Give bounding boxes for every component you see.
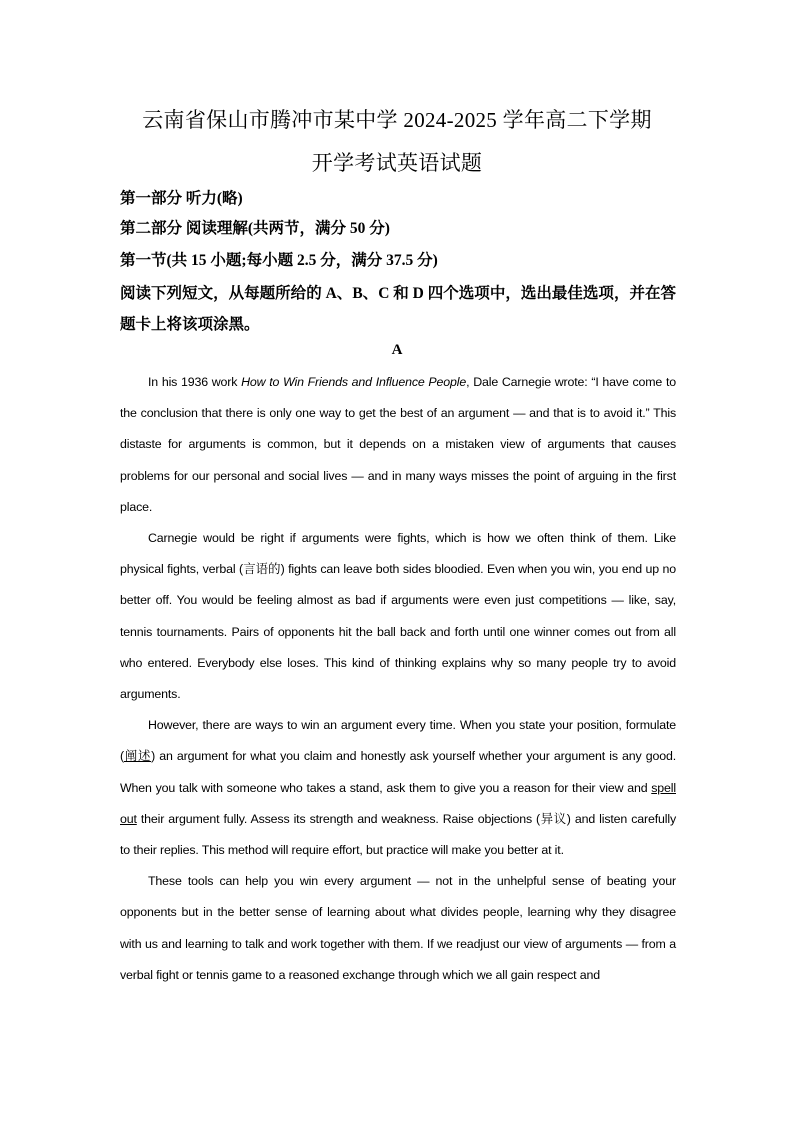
underlined-phrase: spell out: [120, 780, 676, 826]
paragraph-3: [120, 710, 676, 866]
passage-body: [120, 367, 676, 991]
paragraph-3-text-b: ) an argument for what you claim and honestly ask yourself whether your argument is any good. When you talk with someone who takes a stand, ask them to give you a reason for their view and: [120, 749, 676, 795]
underlined-gloss: 阐述: [123, 749, 152, 764]
paragraph-1: [120, 367, 676, 523]
page-title: 云南省保山市腾冲市某中学 2024-2025 学年高二下学期: [142, 108, 652, 132]
instructions: 阅读下列短文，从每题所给的 A、B、C 和 D 四个选项中，选出最佳选项，并在答题卡上将该项涂黑。: [120, 285, 676, 333]
passage-label: A: [391, 342, 403, 358]
paragraph-2: Carnegie would be right if arguments were fights, which is how we often think of them. Like physical fights, verbal (言语的) fights can leave both sides bloodied. Even when you win, you end up no better off. You would be feeling almost as bad if arguments were even just competitions — like, say, tennis tournaments. Pairs of opponents hit the ball back and forth until one winner comes out from all who entered. Everybody else loses. This kind of thinking explains why so many people try to avoid arguments.: [120, 531, 676, 702]
page-subtitle: 开学考试英语试题: [311, 151, 483, 175]
section1-heading: 第一节(共 15 小题;每小题 2.5 分，满分 37.5 分): [120, 252, 438, 269]
paragraph-1-text-a: In his 1936 work: [148, 375, 242, 389]
part1-heading: 第一部分 听力(略): [120, 190, 243, 207]
book-title: How to Win Friends and Influence People: [241, 375, 467, 389]
paragraph-3-text-a: However, there are ways to win an argument every time. When you state your position, formulate (: [120, 718, 676, 764]
paragraph-1-text-b: , Dale Carnegie wrote: “I have come to the conclusion that there is only one way to get the best of an argument — and that is to avoid it.” This distaste for arguments is common, but it depends on a mistaken view of arguments that causes problems for our personal and social lives — and in many ways misses the point of arguing in the first place.: [120, 375, 676, 514]
paragraph-4: These tools can help you win every argument — not in the unhelpful sense of beating your opponents but in the better sense of learning about what divides people, learning why they disagree with us and learning to talk and work together with them. If we readjust our view of arguments — from a verbal fight or tennis game to a reasoned exchange through which we all gain respect and: [120, 874, 676, 982]
part2-heading: 第二部分 阅读理解(共两节，满分 50 分): [120, 220, 390, 237]
paragraph-3-text-c: their argument fully. Assess its strength and weakness. Raise objections (异议) and listen carefully to their replies. This method will require effort, but practice will make you better at it.: [120, 811, 676, 858]
